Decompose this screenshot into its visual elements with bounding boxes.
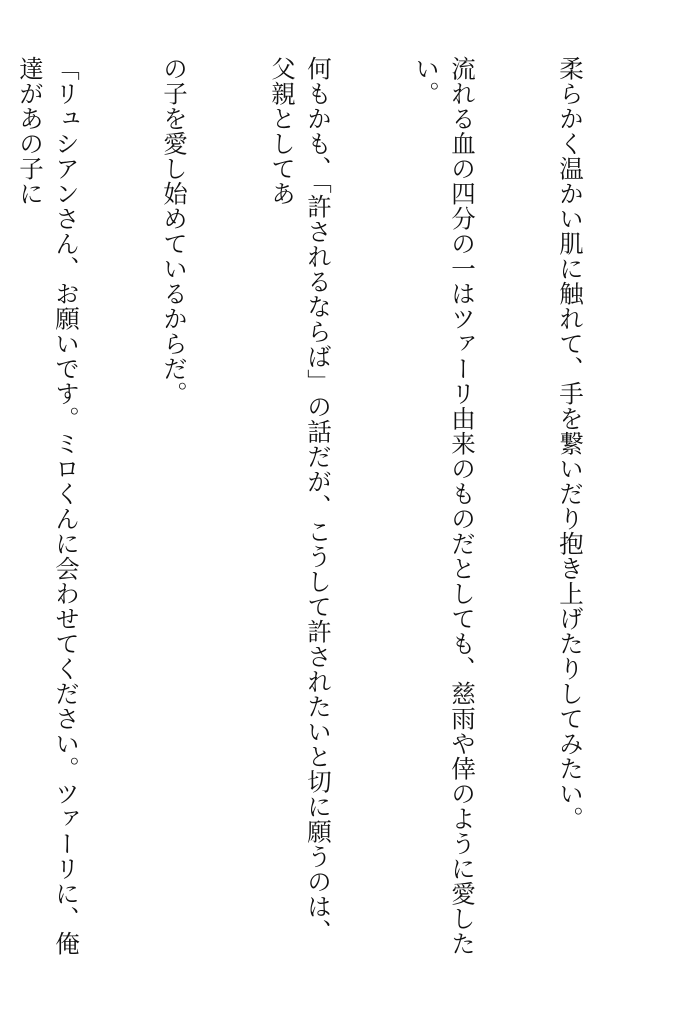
vertical-text-body: [16, 56, 660, 956]
text-line-4: の子を愛し始めているからだ。: [160, 56, 189, 406]
text-line-1: 柔らかく温かい肌に触れて、手を繋いだり抱き上げたりしてみたい。: [556, 56, 585, 831]
text-line-5: 「リュシアンさん、お願いです。ミロくんに会わせてください。ツァーリに、俺達があの子に: [16, 56, 81, 956]
text-line-2: 流れる血の四分の一はツァーリ由来のものだとしても、慈雨や倖のように愛したい。: [412, 56, 477, 956]
text-line-3: 何もかも、「許されるならば」の話だが、こうして許されたいと切に願うのは、父親としてあ: [268, 56, 333, 944]
